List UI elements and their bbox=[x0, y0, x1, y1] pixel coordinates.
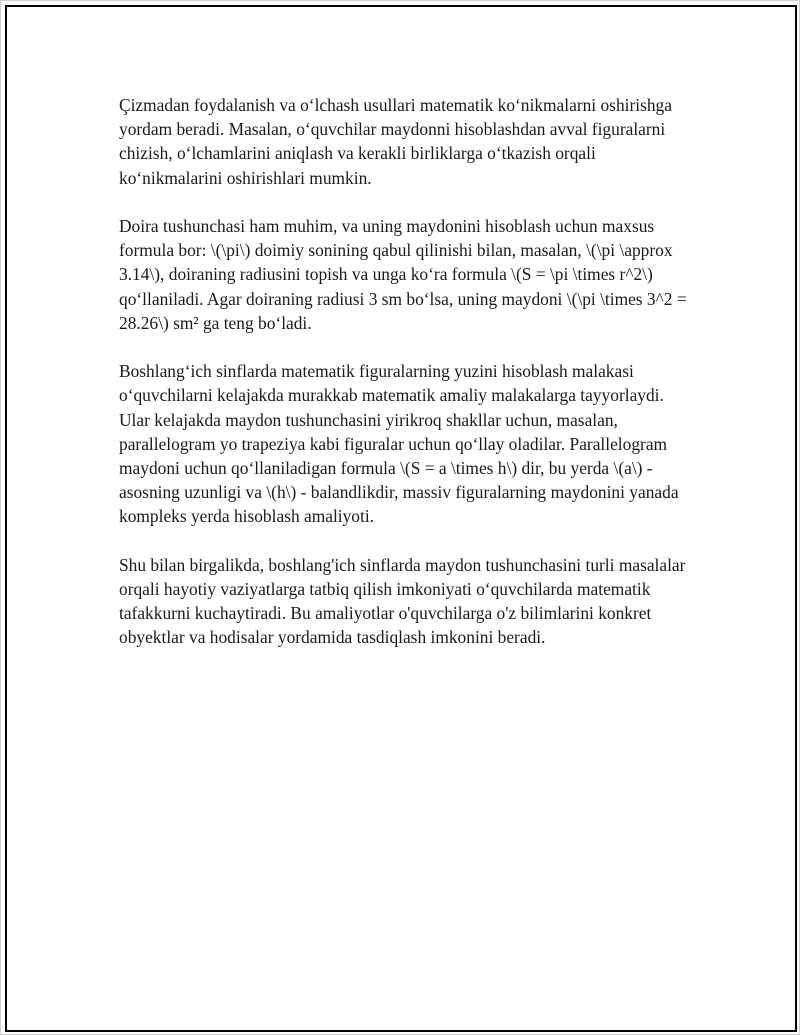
document-body bbox=[119, 93, 689, 674]
paragraph-2: Doira tushunchasi ham muhim, va uning maydonini hisoblash uchun maxsus formula bor: \(\pi\) doimiy sonining qabul qilinishi bilan, masalan, \(\pi \approx 3.14\), doiraning radiusini topish va unga koʻra formula \(S = \pi \times r^2\) qoʻllaniladi. Agar doiraning radiusi 3 sm boʻlsa, uning maydoni \(\pi \times 3^2 = 28.26\) sm² ga teng boʻladi. bbox=[119, 216, 687, 333]
paragraph-4: Shu bilan birgalikda, boshlang'ich sinflarda maydon tushunchasini turli masalalar orqali hayotiy vaziyatlarga tatbiq qilish imkoniyati oʻquvchilarda matematik tafakkurni kuchaytiradi. Bu amaliyotlar o'quvchilarga o'z bilimlarini konkret obyektlar va hodisalar yordamida tasdiqlash imkonini beradi. bbox=[119, 554, 686, 648]
paragraph-3: Boshlangʻich sinflarda matematik figuralarning yuzini hisoblash malakasi oʻquvchilarni kelajakda murakkab matematik amaliy malakalarga tayyorlaydi. Ular kelajakda maydon tushunchasini yirikroq shakllar uchun, masalan, parallelogram yo trapeziya kabi figuralar uchun qoʻllay oladilar. Parallelogram maydoni uchun qoʻllaniladigan formula \(S = a \times h\) dir, bu yerda \(a\) - asosning uzunligi va \(h\) - balandlikdir, massiv figuralarning maydonini yanada kompleks yerda hisoblash amaliyoti. bbox=[119, 361, 679, 527]
paragraph-1: Çizmadan foydalanish va oʻlchash usullari matematik koʻnikmalarni oshirishga yordam beradi. Masalan, oʻquvchilar maydonni hisoblashdan avval figuralarni chizish, oʻlchamlarini aniqlash va kerakli birliklarga oʻtkazish orqali koʻnikmalarini oshirishlari mumkin. bbox=[119, 95, 672, 188]
